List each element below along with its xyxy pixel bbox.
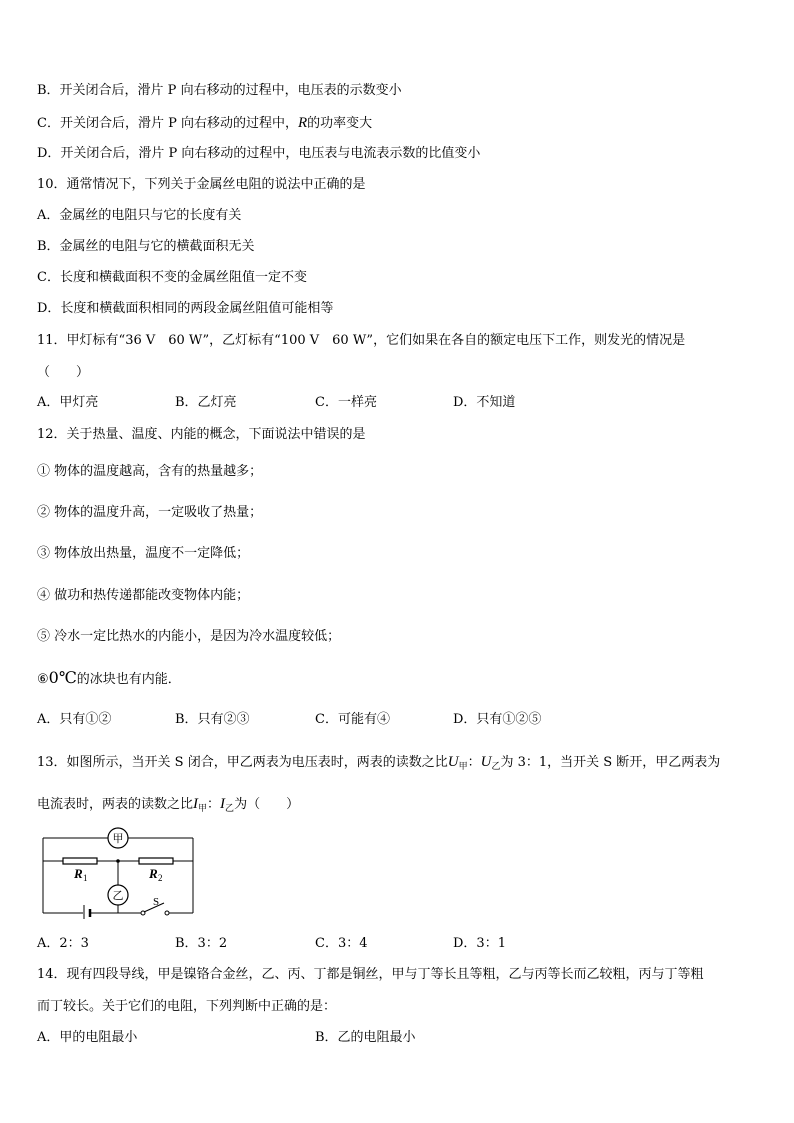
q12-item-1: ① 物体的温度越高，含有的热量越多； (37, 464, 263, 479)
q9-option-c-pre: C．开关闭合后，滑片 P 向右移动的过程中， (37, 116, 298, 131)
q10-option-a: A．金属丝的电阻只与它的长度有关 (37, 208, 242, 223)
q13-stem-part1: 13．如图所示，当开关 S 闭合，甲乙两表为电压表时，两表的读数之比 (37, 755, 448, 770)
q9-option-d: D．开关闭合后，滑片 P 向右移动的过程中，电压表与电流表示数的比值变小 (37, 146, 481, 161)
q13-stem-line1 (37, 753, 720, 776)
r1-label: R (74, 866, 83, 881)
q12-item-6-temp: 0℃ (48, 668, 77, 687)
meter-yi-label: 乙 (112, 890, 124, 902)
q13-option-a: A．2：3 (37, 936, 89, 951)
resistor-r2-icon (139, 858, 173, 864)
q13-stem-line2 (37, 795, 299, 818)
q11-option-c: C．一样亮 (315, 395, 377, 410)
q9-option-c-variable: R (297, 115, 308, 131)
q13-current-symbol-2: I (220, 796, 226, 812)
q13-stem-part4: 为（ ） (234, 797, 300, 812)
r2-subscript: 2 (158, 873, 163, 883)
q12-item-6 (37, 669, 181, 689)
q12-option-d: D．只有①②⑤ (453, 712, 542, 727)
q13-colon-2: ： (207, 797, 221, 812)
q9-option-c (37, 114, 372, 133)
q10-option-c: C．长度和横截面积不变的金属丝阻值一定不变 (37, 270, 307, 285)
junction-dot (116, 859, 120, 863)
q12-item-6-text: 的冰块也有内能． (76, 672, 181, 687)
q9-option-c-post: 的功率变大 (307, 116, 373, 131)
q13-sub-jia: 甲 (458, 762, 468, 772)
q11-option-b: B．乙灯亮 (175, 395, 237, 410)
q14-stem-line1: 14．现有四段导线，甲是镍铬合金丝，乙、丙、丁都是铜丝，甲与丁等长且等粗，乙与丙等长而乙较粗，丙与丁等粗 (37, 967, 704, 982)
q13-circuit-diagram (37, 823, 199, 919)
q12-item-2: ② 物体的温度升高，一定吸收了热量； (37, 505, 263, 520)
q13-sub-jia-2: 甲 (198, 804, 208, 814)
q14-option-b: B．乙的电阻最小 (315, 1030, 416, 1045)
q12-item-4: ④ 做功和热传递都能改变物体内能； (37, 588, 250, 603)
battery-icon (84, 905, 90, 919)
q12-option-c: C．可能有④ (315, 712, 390, 727)
q13-option-c: C．3：4 (315, 936, 368, 951)
q12-option-a: A．只有①② (37, 712, 112, 727)
q14-option-a: A．甲的电阻最小 (37, 1030, 138, 1045)
q14-stem-line2: 而丁较长。关于它们的电阻，下列判断中正确的是： (37, 999, 337, 1014)
q13-option-d: D．3：1 (453, 936, 506, 951)
q10-option-b: B．金属丝的电阻与它的横截面积无关 (37, 239, 255, 254)
q13-stem-part2: 为 3：1，当开关 S 断开，甲乙两表为 (500, 755, 721, 770)
q9-option-b: B．开关闭合后，滑片 P 向右移动的过程中，电压表的示数变小 (37, 83, 402, 98)
q13-sub-yi: 乙 (491, 762, 501, 772)
q12-stem: 12．关于热量、温度、内能的概念，下面说法中错误的是 (37, 427, 366, 442)
q10-stem: 10．通常情况下，下列关于金属丝电阻的说法中正确的是 (37, 177, 366, 192)
resistor-r1-icon (63, 858, 97, 864)
q13-current-symbol-1: I (193, 796, 199, 812)
meter-jia-label: 甲 (112, 833, 124, 845)
q13-sub-yi-2: 乙 (225, 804, 235, 814)
q11-stem: 11．甲灯标有“36 V 60 W”，乙灯标有“100 V 60 W”，它们如果在各自的额定电压下工作，则发光的情况是 (37, 333, 686, 348)
q13-voltage-symbol-2: U (480, 754, 492, 770)
q11-answer-paren: （ ） (37, 365, 90, 380)
q13-stem-part3: 电流表时，两表的读数之比 (37, 797, 194, 812)
q13-voltage-symbol-1: U (447, 754, 459, 770)
r2-label: R (149, 866, 158, 881)
q10-option-d: D．长度和横截面积相同的两段金属丝阻值可能相等 (37, 301, 334, 316)
q12-item-5: ⑤ 冷水一定比热水的内能小，是因为冷水温度较低； (37, 629, 341, 644)
q13-option-b: B．3：2 (175, 936, 228, 951)
q12-option-b: B．只有②③ (175, 712, 250, 727)
q13-colon-1: ： (467, 755, 481, 770)
q11-option-d: D．不知道 (453, 395, 516, 410)
r1-subscript: 1 (83, 873, 88, 883)
q11-option-a: A．甲灯亮 (37, 395, 99, 410)
switch-label: S (153, 896, 160, 908)
q12-item-6-num: ⑥ (37, 672, 49, 687)
q12-item-3: ③ 物体放出热量，温度不一定降低； (37, 546, 250, 561)
